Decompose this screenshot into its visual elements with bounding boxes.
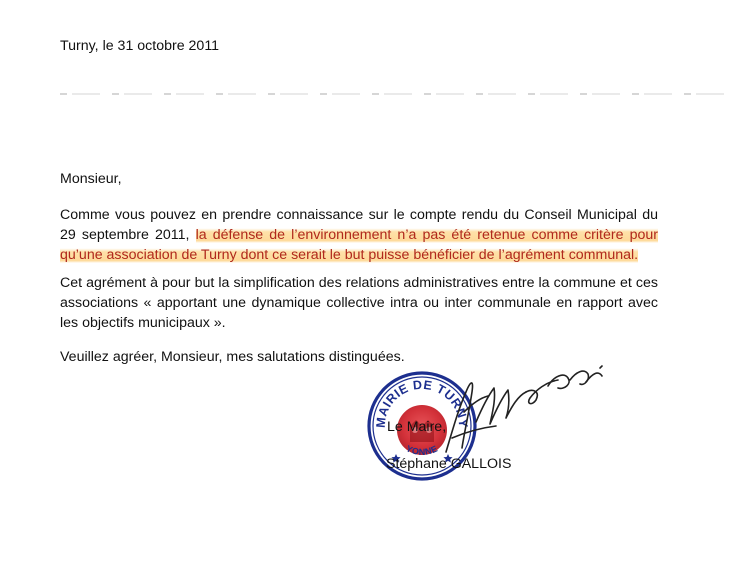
closing-line: Veuillez agréer, Monsieur, mes salutations distinguées.: [60, 349, 405, 365]
stamp-text-top: MAIRIE DE TURNY: [373, 377, 471, 429]
signer-name: Stéphane GALLOIS: [386, 456, 512, 472]
salutation: Monsieur,: [60, 171, 122, 187]
highlighted-text: la défense de l’environnement n’a pas été retenue comme critère pour qu’une association de Turny dont ce serait le but puisse bénéficier de l’agrément communal.: [60, 227, 658, 263]
date-line: Turny, le 31 octobre 2011: [60, 38, 220, 54]
paragraph-2: Cet agrément à pour but la simplification des relations administratives entre la commune et ces associations « apportant une dynamique collective intra ou inter communale en rapport avec les objectifs municipaux ».: [60, 275, 658, 331]
paragraph-1-text: Comme vous pouvez en prendre connaissance sur le compte rendu du Conseil Municipal du 29 septembre 2011,: [60, 207, 658, 243]
scan-artifact-line: [60, 93, 726, 95]
paragraph-1: [60, 205, 658, 265]
stamp-text-bottom: YONNE: [404, 443, 440, 457]
signer-title: Le Maire,: [387, 419, 447, 435]
handwritten-signature: [436, 352, 616, 462]
